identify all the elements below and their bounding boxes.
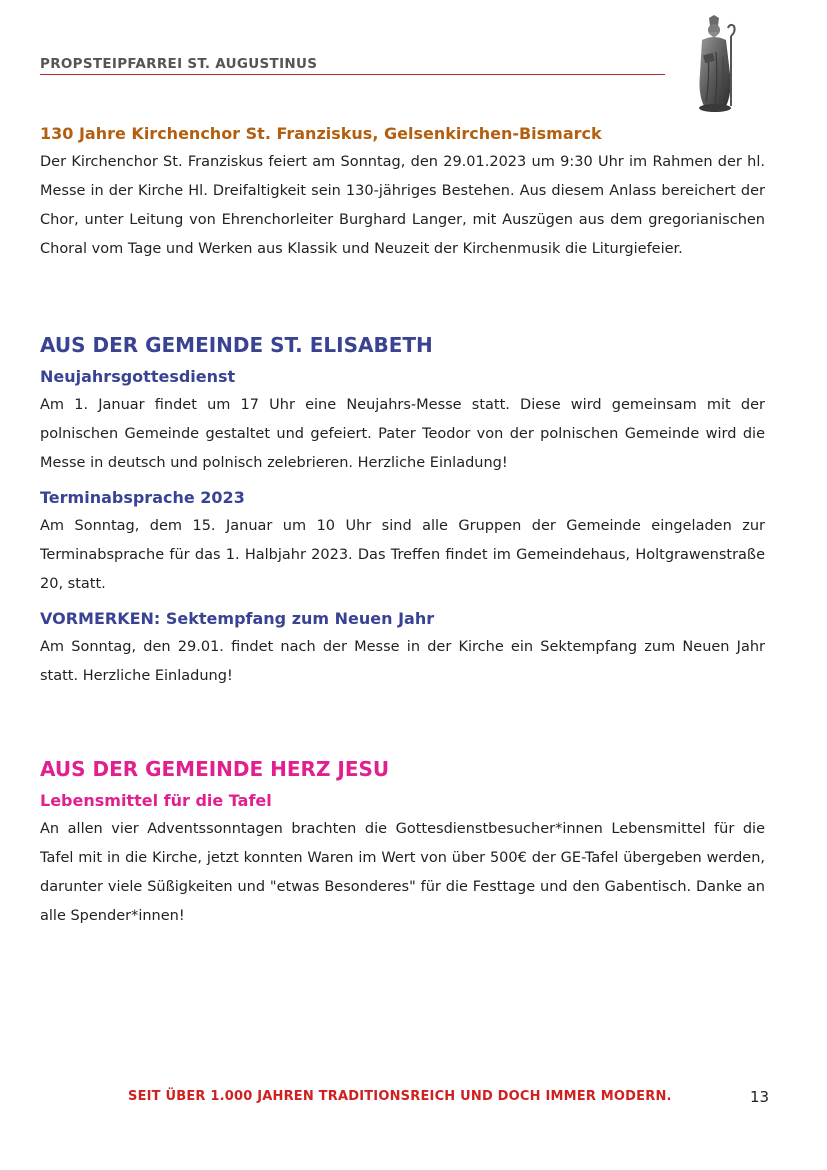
elisabeth-item-text-newyear: Am 1. Januar findet um 17 Uhr eine Neujahrs-Messe statt. Diese wird gemeinsam mit der polnischen Gemeinde gestaltet und gefeiert. Pater Teodor von der polnischen Gemeinde wird die Messe in deutsch und polnisch zelebrieren. Herzliche Einladung! [40, 397, 765, 471]
page-content [40, 122, 765, 931]
parish-name: PROPSTEIPFARREI ST. AUGUSTINUS [40, 56, 318, 72]
page-number: 13 [750, 1088, 770, 1106]
section-title-elisabeth: AUS DER GEMEINDE ST. ELISABETH [40, 333, 433, 357]
elisabeth-item-text-termin: Am Sonntag, dem 15. Januar um 10 Uhr sind alle Gruppen der Gemeinde eingeladen zur Terminabsprache für das 1. Halbjahr 2023. Das Treffen findet im Gemeindehaus, Holtgrawenstraße 20, statt. [40, 518, 765, 592]
saint-statue-illustration [690, 14, 742, 114]
choir-article-heading: 130 Jahre Kirchenchor St. Franziskus, Gelsenkirchen-Bismarck [40, 124, 602, 143]
choir-article-text: Der Kirchenchor St. Franziskus feiert am Sonntag, den 29.01.2023 um 9:30 Uhr im Rahmen der hl. Messe in der Kirche Hl. Dreifaltigkeit sein 130-jähriges Bestehen. Aus diesem Anlass bereichert der Chor, unter Leitung von Ehrenchorleiter Burghard Langer, mit Auszügen aus dem gregorianischen Choral vom Tage und Werken aus Klassik und Neuzeit der Kirchenmusik die Liturgiefeier. [40, 154, 765, 257]
elisabeth-item-heading-termin: Terminabsprache 2023 [40, 488, 245, 507]
elisabeth-item-heading-sekt: VORMERKEN: Sektempfang zum Neuen Jahr [40, 609, 435, 628]
section-title-herzjesu: AUS DER GEMEINDE HERZ JESU [40, 757, 390, 781]
herzjesu-item-heading-tafel: Lebensmittel für die Tafel [40, 791, 272, 810]
elisabeth-item-text-sekt: Am Sonntag, den 29.01. findet nach der Messe in der Kirche ein Sektempfang zum Neuen Jahr statt. Herzliche Einladung! [40, 639, 765, 684]
page-header [40, 56, 665, 75]
elisabeth-item-heading-newyear: Neujahrsgottesdienst [40, 367, 236, 386]
herzjesu-item-text-tafel: An allen vier Adventssonntagen brachten die Gottesdienstbesucher*innen Lebensmittel für die Tafel mit in die Kirche, jetzt konnten Waren im Wert von über 500€ der GE-Tafel übergeben werden, darunter viele Süßigkeiten und "etwas Besonderes" für die Festtage und den Gabentisch. Danke an alle Spender*innen! [40, 821, 765, 924]
footer-motto: SEIT ÜBER 1.000 JAHREN TRADITIONSREICH UND DOCH IMMER MODERN. [128, 1089, 672, 1104]
